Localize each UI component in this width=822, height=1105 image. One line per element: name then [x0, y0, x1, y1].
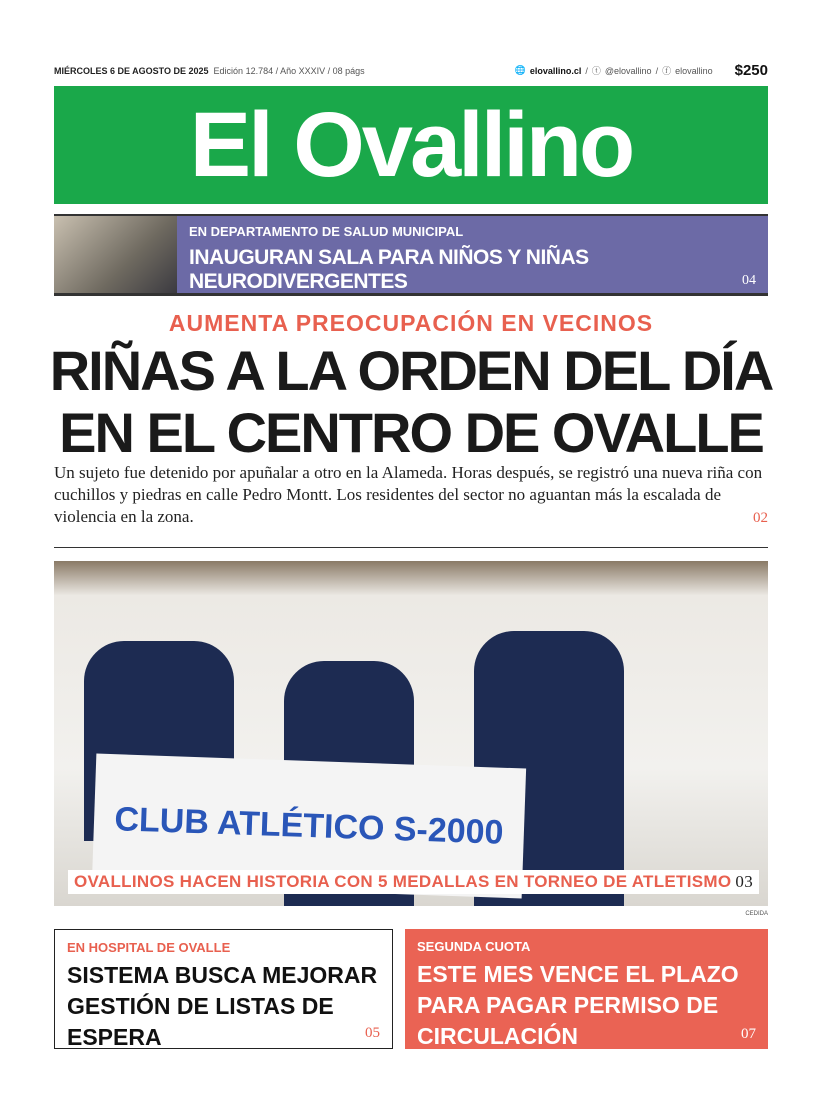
main-headline[interactable]: [0, 340, 822, 464]
story-page: 07: [741, 1026, 756, 1042]
top-bar: MIÉRCOLES 6 DE AGOSTO DE 2025 Edición 12.784 / Año XXXIV / 08 págs 🌐 elovallino.cl / ⓣ @elovallino / ⓕ elovallino $250: [54, 62, 768, 79]
main-photo: [54, 561, 768, 906]
price: $250: [734, 62, 768, 79]
headline-line-1: RIÑAS A LA ORDEN DEL DÍA: [49, 339, 773, 402]
edition-info: Edición 12.784 / Año XXXIV / 08 págs: [213, 65, 365, 76]
promo-kicker: EN DEPARTAMENTO DE SALUD MUNICIPAL: [189, 224, 464, 239]
story-kicker: EN HOSPITAL DE OVALLE: [67, 940, 231, 955]
promo-headline: INAUGURAN SALA PARA NIÑOS Y NIÑAS NEURODIVERGENTES: [189, 246, 589, 293]
bottom-story-hospital[interactable]: [54, 929, 393, 1049]
promo-story[interactable]: [54, 214, 768, 296]
facebook-handle[interactable]: elovallino: [675, 65, 713, 76]
main-lede: Un sujeto fue detenido por apuñalar a otro en la Alameda. Horas después, se registró una nueva riña con cuchillos y piedras en calle Pedro Montt. Los residentes del sector no aguantan más la escalada de violencia en la zona.: [54, 463, 763, 526]
masthead: [54, 86, 768, 204]
photo-caption[interactable]: [68, 870, 759, 894]
facebook-icon: ⓕ: [662, 66, 672, 76]
headline-line-2: EN EL CENTRO DE OVALLE: [59, 401, 763, 464]
story-page: 05: [365, 1025, 380, 1041]
caption-page: 03: [735, 872, 753, 891]
main-page: 02: [753, 510, 768, 526]
website-link[interactable]: elovallino.cl: [529, 65, 582, 76]
globe-icon: 🌐: [514, 65, 526, 75]
story-headline: SISTEMA BUSCA MEJORAR GESTIÓN DE LISTAS DE ESPERA: [67, 962, 378, 1050]
bottom-story-permiso[interactable]: [405, 929, 768, 1049]
twitter-icon: ⓣ: [591, 66, 601, 76]
main-kicker: AUMENTA PREOCUPACIÓN EN VECINOS: [168, 310, 654, 336]
date: MIÉRCOLES 6 DE AGOSTO DE 2025: [54, 65, 209, 76]
promo-photo: [54, 216, 177, 293]
club-banner: CLUB ATLÉTICO S-2000: [92, 754, 526, 899]
story-headline: ESTE MES VENCE EL PLAZO PARA PAGAR PERMISO DE CIRCULACIÓN: [417, 961, 739, 1049]
logo: El Ovallino: [189, 93, 633, 196]
photo-credit: CEDIDA: [745, 911, 768, 917]
story-kicker: SEGUNDA CUOTA: [417, 939, 531, 954]
promo-page: 04: [742, 273, 756, 288]
caption-text: OVALLINOS HACEN HISTORIA CON 5 MEDALLAS EN TORNEO DE ATLETISMO: [74, 872, 732, 891]
twitter-handle[interactable]: @elovallino: [604, 65, 652, 76]
divider: [54, 547, 768, 548]
